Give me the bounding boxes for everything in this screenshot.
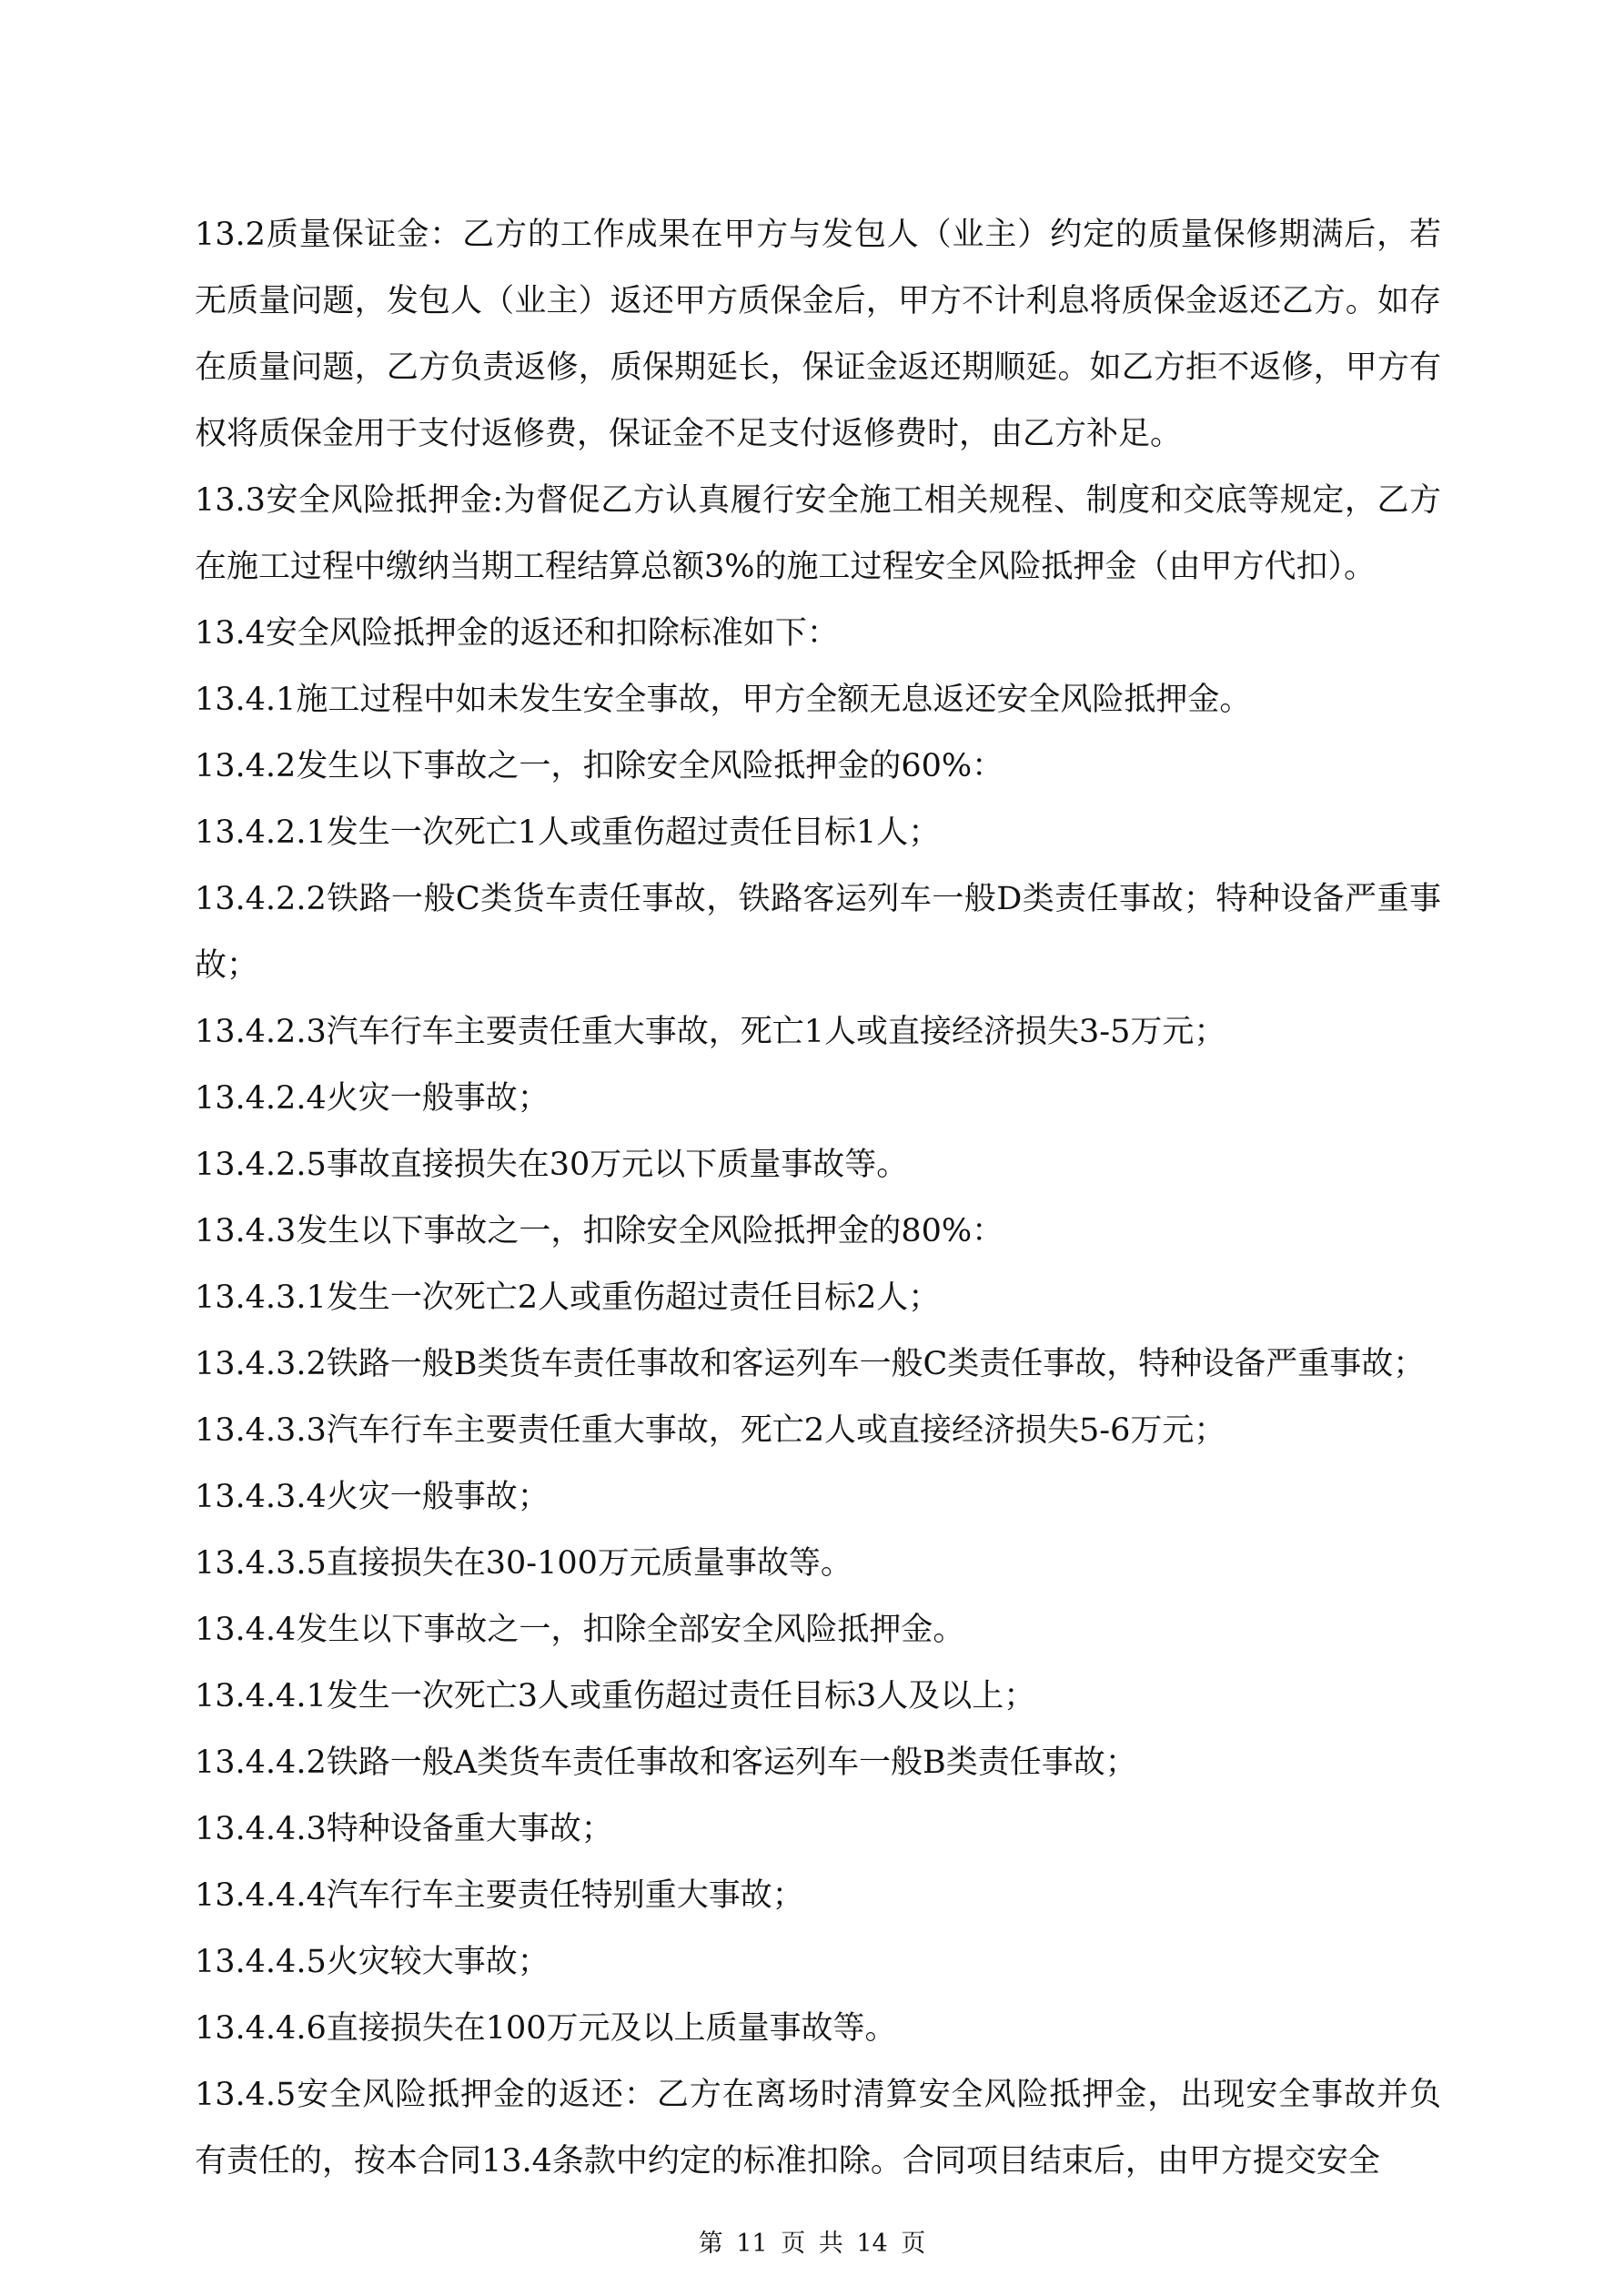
paragraph-13-4-4-2: 13.4.4.2铁路一般A类货车责任事故和客运列车一般B类责任事故；	[195, 1745, 1137, 1781]
paragraph-13-4-2-3: 13.4.2.3汽车行车主要责任重大事故，死亡1人或直接经济损失3-5万元；	[195, 1014, 1226, 1050]
paragraph-13-4-2-4: 13.4.2.4火灾一般事故；	[195, 1080, 550, 1117]
document-body	[195, 202, 1441, 2195]
paragraph-13-3: 13.3安全风险抵押金:为督促乙方认真履行安全施工相关规程、制度和交底等规定，乙方在施工过程中缴纳当期工程结算总额3%的施工过程安全风险抵押金（由甲方代扣）。	[195, 482, 1441, 585]
paragraph-13-4-2-1: 13.4.2.1发生一次死亡1人或重伤超过责任目标1人；	[195, 814, 941, 851]
paragraph-13-4-2-2: 13.4.2.2铁路一般C类货车责任事故，铁路客运列车一般D类责任事故；特种设备严重事故；	[195, 881, 1441, 984]
paragraph-13-4-4-3: 13.4.4.3特种设备重大事故；	[195, 1811, 613, 1847]
paragraph-13-2: 13.2质量保证金：乙方的工作成果在甲方与发包人（业主）约定的质量保修期满后，若无质量问题，发包人（业主）返还甲方质保金后，甲方不计利息将质保金返还乙方。如存在质量问题，乙方负责返修，质保期延长，保证金返还期顺延。如乙方拒不返修，甲方有权将质保金用于支付返修费，保证金不足支付返修费时，由乙方补足。	[195, 217, 1441, 452]
paragraph-13-4-1: 13.4.1施工过程中如未发生安全事故，甲方全额无息返还安全风险抵押金。	[195, 682, 1252, 718]
paragraph-13-4-3-2: 13.4.3.2铁路一般B类货车责任事故和客运列车一般C类责任事故，特种设备严重事故；	[195, 1346, 1426, 1382]
paragraph-13-4-4-1: 13.4.4.1发生一次死亡3人或重伤超过责任目标3人及以上；	[195, 1678, 1036, 1714]
paragraph-13-4-3-3: 13.4.3.3汽车行车主要责任重大事故，死亡2人或直接经济损失5-6万元；	[195, 1412, 1226, 1449]
paragraph-13-4: 13.4安全风险抵押金的返还和扣除标准如下：	[195, 615, 839, 652]
paragraph-13-4-2-5: 13.4.2.5事故直接损失在30万元以下质量事故等。	[195, 1147, 909, 1183]
paragraph-13-4-4-5: 13.4.4.5火灾较大事故；	[195, 1944, 550, 1980]
paragraph-13-4-5: 13.4.5安全风险抵押金的返还：乙方在离场时清算安全风险抵押金，出现安全事故并负有责任的，按本合同13.4条款中约定的标准扣除。合同项目结束后，由甲方提交安全	[195, 2077, 1441, 2180]
paragraph-13-4-3-1: 13.4.3.1发生一次死亡2人或重伤超过责任目标2人；	[195, 1279, 941, 1316]
paragraph-13-4-4-6: 13.4.4.6直接损失在100万元及以上质量事故等。	[195, 2010, 897, 2047]
paragraph-13-4-4: 13.4.4发生以下事故之一，扣除全部安全风险抵押金。	[195, 1612, 965, 1648]
paragraph-13-4-3-5: 13.4.3.5直接损失在30-100万元质量事故等。	[195, 1545, 852, 1582]
paragraph-13-4-2: 13.4.2发生以下事故之一，扣除安全风险抵押金的60%：	[195, 748, 1004, 784]
paragraph-13-4-3-4: 13.4.3.4火灾一般事故；	[195, 1479, 550, 1515]
page-number-footer: 第 11 页 共 14 页	[698, 2230, 926, 2258]
paragraph-13-4-3: 13.4.3发生以下事故之一，扣除安全风险抵押金的80%：	[195, 1213, 1004, 1249]
paragraph-13-4-4-4: 13.4.4.4汽车行车主要责任特别重大事故；	[195, 1877, 804, 1914]
